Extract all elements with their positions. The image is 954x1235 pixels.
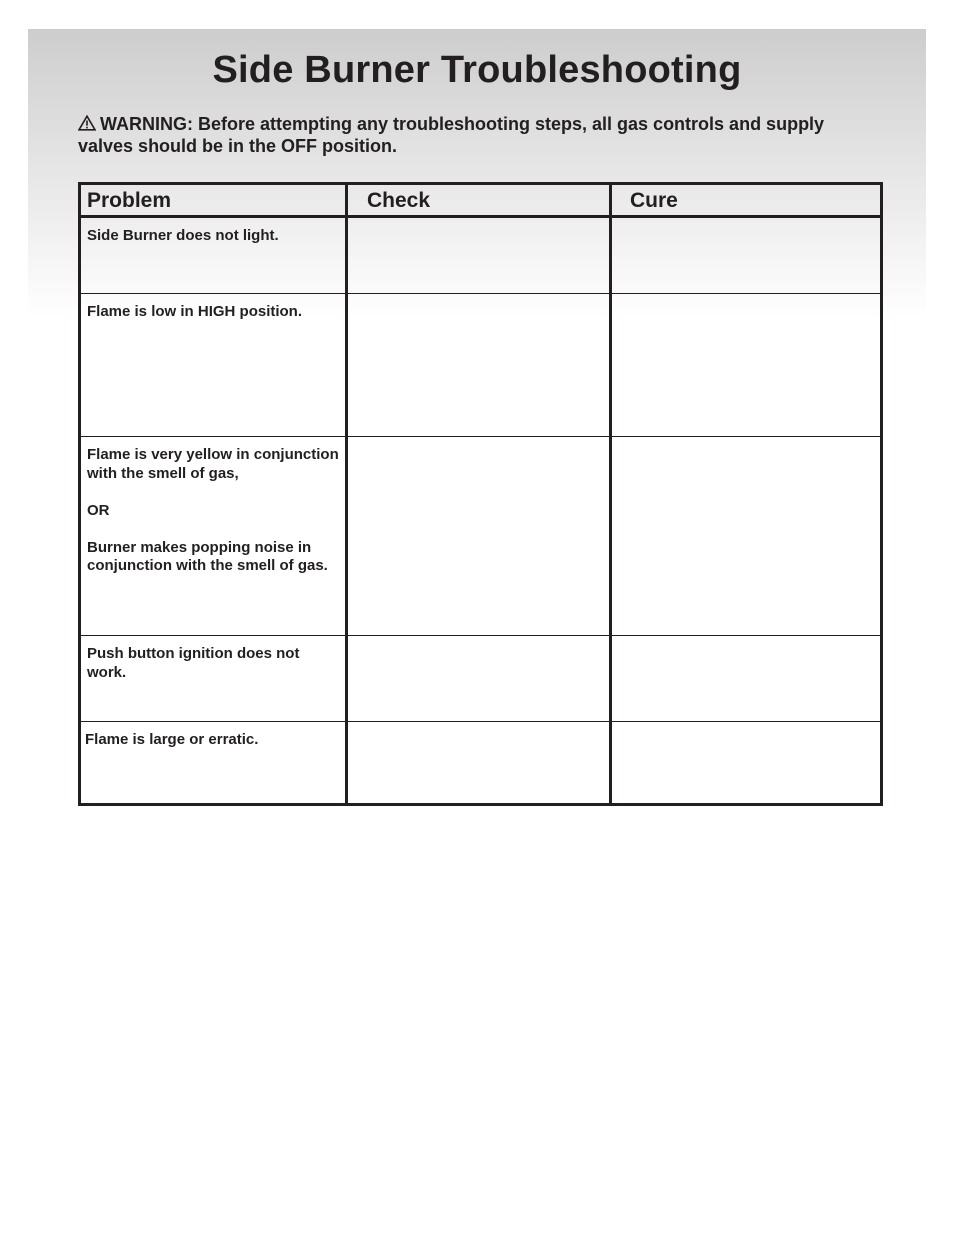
cure-cell	[611, 636, 882, 722]
header-problem: Problem	[80, 184, 347, 217]
table-row	[80, 294, 882, 437]
cure-cell	[611, 437, 882, 636]
table-header-row	[80, 184, 882, 217]
table-row	[80, 636, 882, 722]
cure-cell	[611, 217, 882, 294]
header-cure: Cure	[611, 184, 882, 217]
problem-text-or: OR	[87, 501, 110, 519]
problem-text: Flame is low in HIGH position.	[87, 303, 303, 320]
cure-cell	[611, 722, 882, 805]
problem-text: Burner makes popping noise in conjunction with the smell of gas.	[87, 538, 328, 574]
problem-cell	[80, 217, 347, 294]
problem-text: Flame is very yellow in conjunction with the smell of gas,	[87, 446, 339, 482]
header-check: Check	[347, 184, 611, 217]
troubleshooting-table	[78, 182, 883, 806]
check-cell	[347, 217, 611, 294]
warning-triangle-icon	[78, 114, 96, 130]
problem-text: Flame is large or erratic.	[85, 731, 259, 748]
problem-cell	[80, 294, 347, 437]
cure-cell	[611, 294, 882, 437]
warning-notice	[78, 113, 878, 157]
problem-cell	[80, 636, 347, 722]
warning-text: WARNING: Before attempting any troubleshooting steps, all gas controls and supply valves should be in the OFF position.	[78, 114, 825, 156]
page-title: Side Burner Troubleshooting	[212, 49, 742, 91]
check-cell	[347, 722, 611, 805]
check-cell	[347, 294, 611, 437]
problem-cell	[80, 437, 347, 636]
problem-text: Push button ignition does not work.	[87, 645, 300, 681]
table-row	[80, 217, 882, 294]
check-cell	[347, 437, 611, 636]
table-row	[80, 437, 882, 636]
check-cell	[347, 636, 611, 722]
problem-text: Side Burner does not light.	[87, 227, 279, 244]
table-row	[80, 722, 882, 805]
problem-cell	[80, 722, 347, 805]
